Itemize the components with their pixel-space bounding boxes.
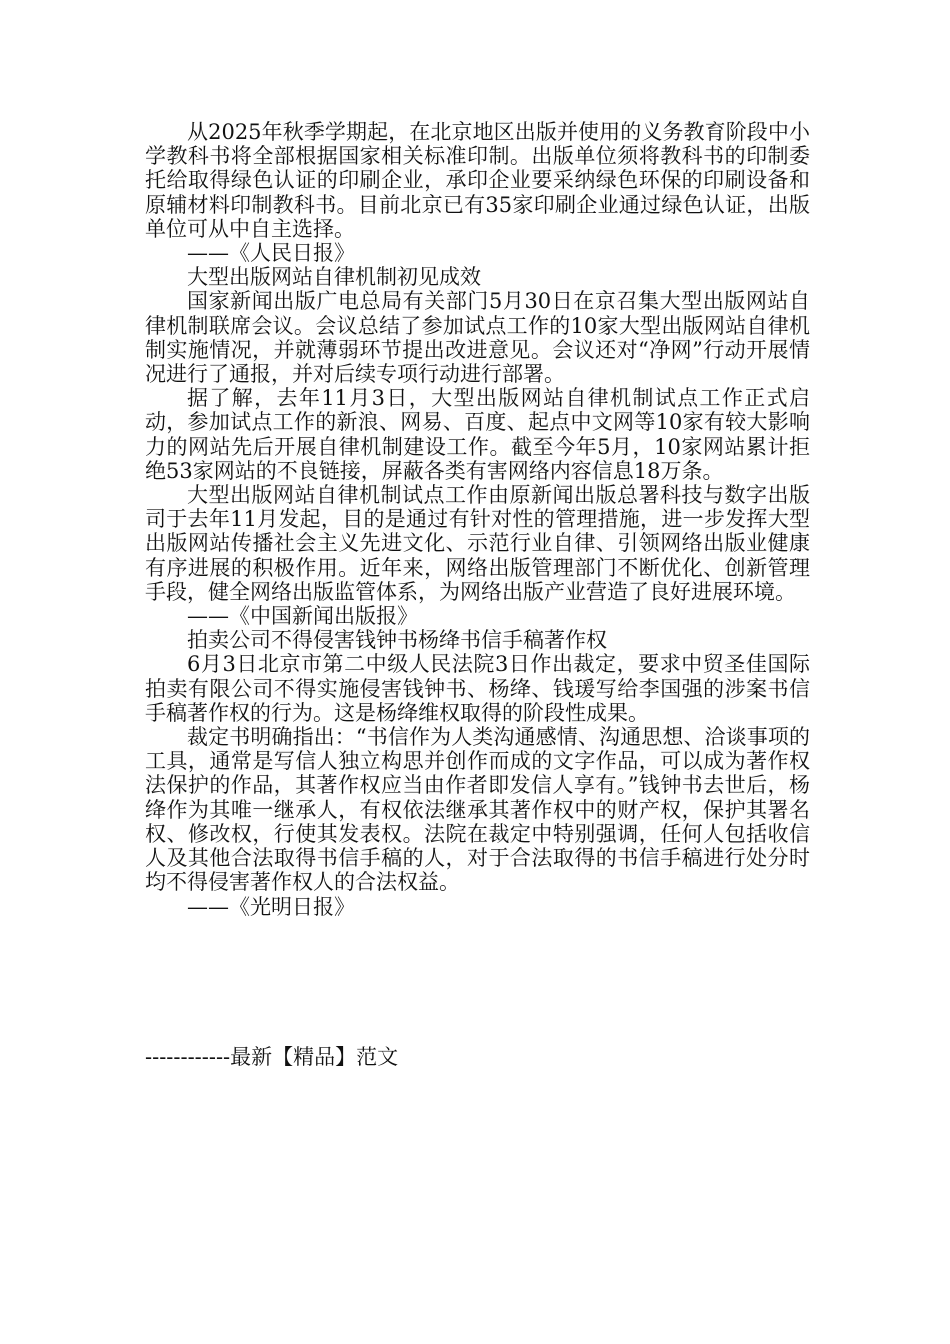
document-body (145, 120, 810, 919)
paragraph-textbook-printing: 从2025年秋季学期起，在北京地区出版并使用的义务教育阶段中小学教科书将全部根据国家相关标准印制。出版单位须将教科书的印制委托给取得绿色认证的印刷企业，承印企业要采纳绿色环保的印刷设备和原辅材料印制教科书。目前北京已有35家印刷企业通过绿色认证，出版单位可从中自主选择。 (145, 120, 810, 241)
source-china-press-publication: ——《中国新闻出版报》 (187, 604, 418, 629)
paragraph-court-ruling: 6月3日北京市第二中级人民法院3日作出裁定，要求中贸圣佳国际拍卖有限公司不得实施侵害钱钟书、杨绛、钱瑗写给李国强的涉案书信手稿著作权的行为。这是杨绛维权取得的阶段性成果。 (145, 652, 810, 725)
source-guangming-daily: ——《光明日报》 (187, 894, 355, 919)
heading-auction-copyright: 拍卖公司不得侵害钱钟书杨绛书信手稿著作权 (187, 628, 607, 653)
paragraph-ruling-details: 裁定书明确指出：“书信作为人类沟通感情、沟通思想、洽谈事项的工具，通常是写信人独立构思并创作而成的文字作品，可以成为著作权法保护的作品，其著作权应当由作者即发信人享有。”钱钟书去世后，杨绛作为其唯一继承人，有权依法继承其著作权中的财产权，保护其署名权、修改权，行使其发表权。法院在裁定中特别强调，任何人包括收信人及其他合法取得书信手稿的人，对于合法取得的书信手稿进行处分时均不得侵害著作权人的合法权益。 (145, 725, 810, 895)
heading-website-self-discipline: 大型出版网站自律机制初见成效 (187, 265, 481, 290)
source-peoples-daily: ——《人民日报》 (187, 241, 355, 266)
paragraph-pilot-launch: 据了解，去年11月3日，大型出版网站自律机制试点工作正式启动，参加试点工作的新浪、网易、百度、起点中文网等10家有较大影响力的网站先后开展自律机制建设工作。截至今年5月，10家网站累计拒绝53家网站的不良链接，屏蔽各类有害网络内容信息18万条。 (145, 386, 810, 483)
footer-note: ------------最新【精品】范文 (145, 1045, 399, 1069)
paragraph-pilot-purpose: 大型出版网站自律机制试点工作由原新闻出版总署科技与数字出版司于去年11月发起，目的是通过有针对性的管理措施，进一步发挥大型出版网站传播社会主义先进文化、示范行业自律、引领网络出版业健康有序进展的积极作用。近年来，网络出版管理部门不断优化、创新管理手段，健全网络出版监管体系，为网络出版产业营造了良好进展环境。 (145, 483, 810, 604)
paragraph-joint-meeting: 国家新闻出版广电总局有关部门5月30日在京召集大型出版网站自律机制联席会议。会议总结了参加试点工作的10家大型出版网站自律机制实施情况，并就薄弱环节提出改进意见。会议还对“净网”行动开展情况进行了通报，并对后续专项行动进行部署。 (145, 289, 810, 387)
